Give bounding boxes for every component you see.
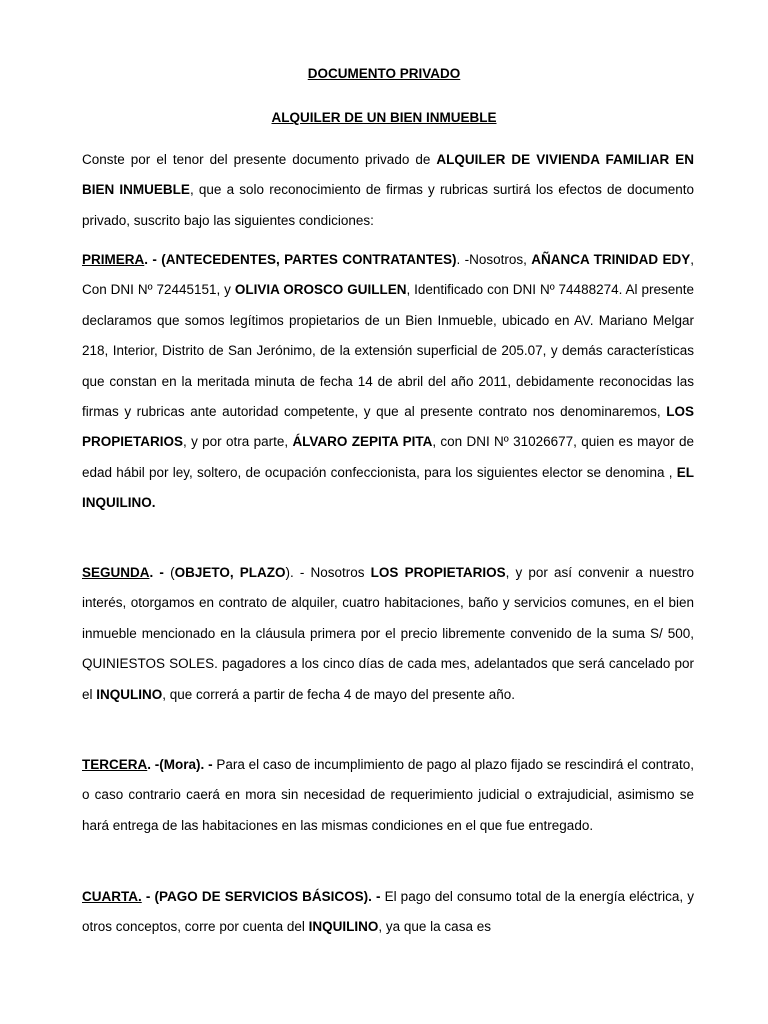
intro-text: Conste por el tenor del presente documento privado de	[82, 152, 437, 167]
party-role: INQULINO	[96, 686, 163, 702]
clause-heading: . -	[149, 565, 171, 580]
party-name: ÁLVARO ZEPITA PITA	[292, 434, 433, 450]
document-title: DOCUMENTO PRIVADO	[307, 66, 461, 81]
party-role: EL INQUILINO.	[82, 464, 694, 511]
intro-paragraph	[82, 145, 694, 236]
clause-label: TERCERA	[82, 757, 148, 772]
clause-label: PRIMERA	[82, 252, 145, 267]
clause-text: , con DNI Nº 31026677, quien es mayor de edad hábil por ley, soltero, de ocupación confeccionista, para los siguientes elector se denomina ,	[82, 434, 694, 480]
clause-text: , ya que la casa es	[378, 919, 491, 935]
clause-text: . -Nosotros,	[456, 252, 532, 267]
party-name: AÑANCA TRINIDAD EDY	[531, 252, 691, 267]
clause-text: ). - Nosotros	[285, 565, 371, 580]
document-subtitle: ALQUILER DE UN BIEN INMUEBLE	[271, 110, 497, 125]
party-role: INQUILINO	[308, 919, 379, 935]
party-role: LOS PROPIETARIOS	[82, 404, 694, 450]
clause-text: Para el caso de incumplimiento de pago al plazo fijado se rescindirá el contrato, o caso contrario caerá en mora sin necesidad de requerimiento judicial o extrajudicial, asimismo se hará entrega de las habitaciones en las mismas condiciones en el que fue entregado.	[82, 757, 694, 833]
clause-text: , Identificado con DNI Nº 74488274. Al presente declaramos que somos legítimos propietarios de un Bien Inmueble, ubicado en AV. Mariano Melgar 218, Interior, Distrito de San Jerónimo, de la extensión superficial de 205.07, y demás características que constan en la meritada minuta de fecha 14 de abril del año 2011, debidamente reconocidas las firmas y rubricas ante autoridad competente, y que al presente contrato nos denominaremos,	[82, 282, 694, 420]
clause-heading: . -(Mora). -	[147, 757, 213, 772]
clause-cuarta	[82, 882, 694, 943]
clause-heading: OBJETO, PLAZO	[174, 565, 286, 580]
party-role: LOS PROPIETARIOS	[370, 565, 506, 580]
clause-heading: . - (ANTECEDENTES, PARTES CONTRATANTES)	[144, 252, 457, 267]
clause-text: , Con DNI Nº 72445151, y	[82, 252, 694, 298]
clause-tercera	[82, 750, 694, 841]
intro-bold-text: ALQUILER DE VIVIENDA FAMILIAR EN BIEN INMUEBLE	[82, 152, 694, 198]
clause-heading: - (PAGO DE SERVICIOS BÁSICOS). -	[141, 889, 381, 904]
clause-text: , y por otra parte,	[183, 434, 293, 450]
clause-segunda	[82, 558, 694, 710]
clause-text: El pago del consumo total de la energía eléctrica, y otros conceptos, corre por cuenta del	[82, 889, 694, 935]
party-name: OLIVIA OROSCO GUILLEN	[234, 282, 407, 298]
clause-text: , que correrá a partir de fecha 4 de mayo del presente año.	[162, 686, 515, 702]
clause-label: SEGUNDA	[82, 565, 150, 580]
clause-label: CUARTA.	[82, 889, 142, 904]
clause-text: , y por así convenir a nuestro interés, otorgamos en contrato de alquiler, cuatro habitaciones, baño y servicios comunes, en el bien inmueble mencionado en la cláusula primera por el precio libremente convenido de la suma S/ 500, QUINIESTOS SOLES. pagadores a los cinco días de cada mes, adelantados que será cancelado por el	[82, 565, 695, 702]
intro-text: , que a solo reconocimiento de firmas y rubricas surtirá los efectos de documento privado, suscrito bajo las siguientes condiciones:	[82, 182, 694, 228]
clause-primera	[82, 245, 694, 519]
clause-text: (	[170, 565, 175, 580]
